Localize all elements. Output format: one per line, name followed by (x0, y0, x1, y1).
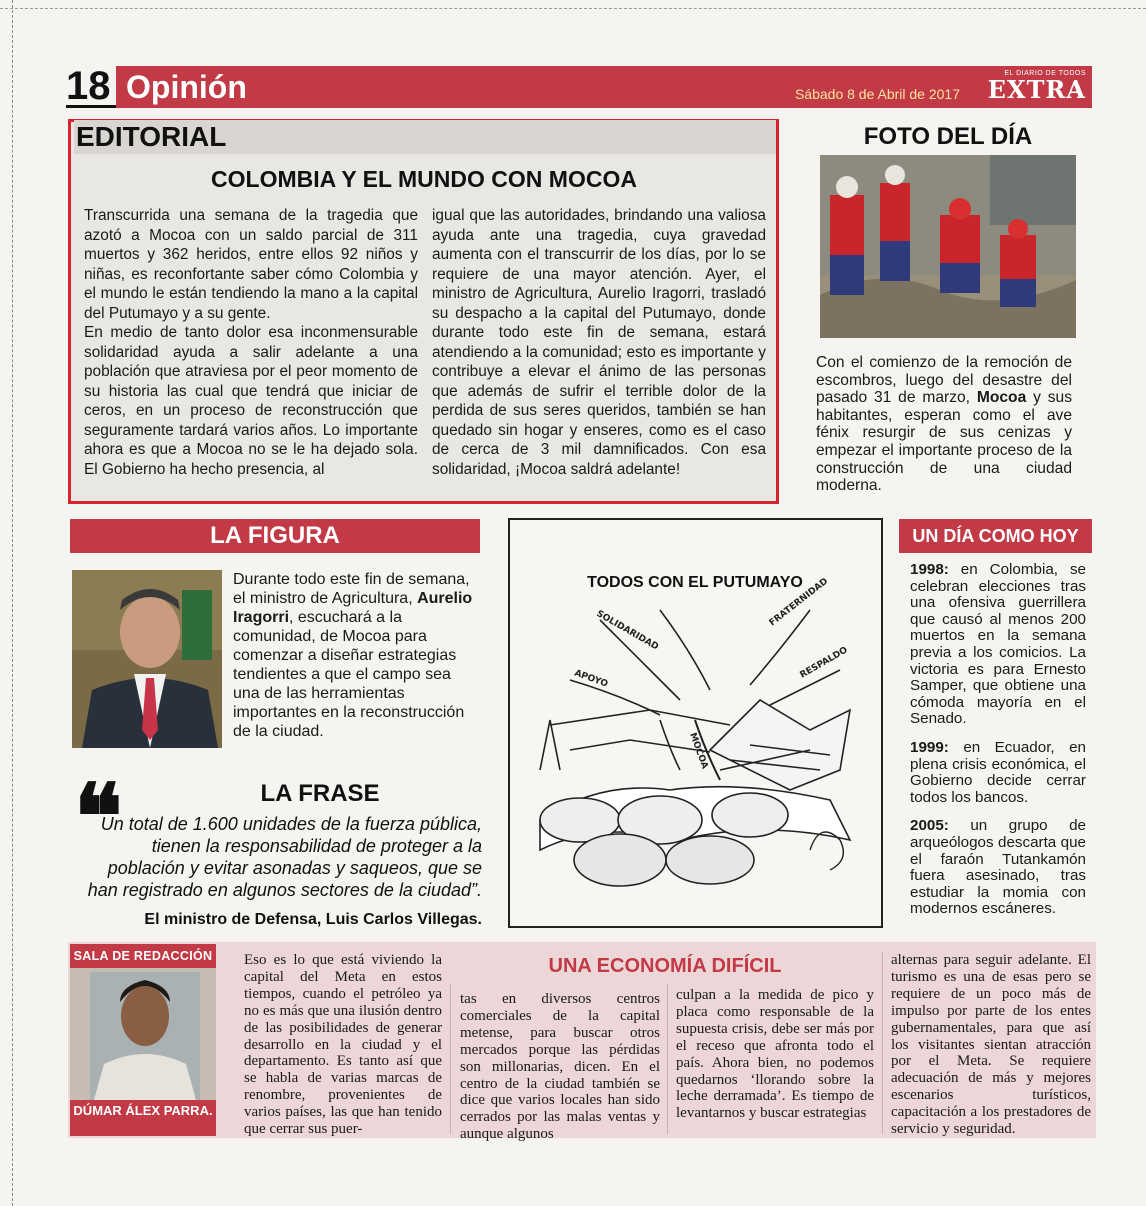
column-text-1: Eso es lo que está viviendo la capital del Meta en estos tiempos, cuando el petróleo ya no es más que una ilusión dentro de las posibilidades de generar desarrollo en la ciudad y el departamento. Es tanto así que se habla de varias marcas de renombre, provenientes de varios países, las que han tenido que cerrar sus puer- (244, 952, 442, 1138)
history-year: 1999: (910, 738, 949, 756)
editorial-column-2 (432, 206, 766, 479)
columnist-illustration (90, 972, 200, 1100)
figura-name: Aurelio Iragorri (233, 590, 473, 626)
la-frase-title: LA FRASE (260, 780, 380, 807)
quote-text: Un total de 1.600 unidades de la fuerza pública, tienen la responsabilidad de proteger a la población y evitar asonadas y saqueos, que se han registrado en algunos sectores de la ciudad”. (87, 814, 482, 900)
column-headline: UNA ECONOMÍA DIFÍCIL (548, 955, 782, 977)
caption-bold: Mocoa (976, 389, 1027, 407)
column-divider (667, 984, 668, 1134)
column-text-4: alternas para seguir adelante. El turismo es una de esas pero se requiere de un poco más de impulso por parte de los entes gubernamentales, para que así los visitantes sientan atracción por el Meta. Se requiere adecuación de más y mejores escenarios turísticos, capacitación a los prestadores de servicio y seguridad. (891, 952, 1091, 1138)
portrait-illustration (72, 570, 222, 748)
history-text: un grupo de arqueólogos descarta que el faraón Tutankamón fuera asesinado, tras estudiar la momia con modernos escáneres. (910, 817, 1086, 918)
column-text-2: tas en diversos centros comerciales de la capital metense, para buscar otros mercados porque las pérdidas son millonarias, dicen. En el centro de la ciudad también se dice que varios locales han sido cerrados por las malas ventas y aunque algunos (460, 991, 660, 1143)
history-text: en Colombia, se celebran elecciones tras una ofensiva guerrillera que causó al menos 200 muertos en la semana previa a los comicios. La victoria es para Ernesto Samper, que obtiene una cómoda mayoría en el Senado. (910, 561, 1086, 728)
column-divider (882, 952, 883, 1134)
editorial-column-1 (84, 206, 418, 479)
column-divider (450, 984, 451, 1134)
history-entries (910, 562, 1086, 930)
caption-text: Con el comienzo de la remoción de escombros, luego del desastre del pasado 31 de marzo, (816, 354, 1072, 407)
history-year: 2005: (910, 817, 949, 835)
cartoon-label: RESPALDO (798, 645, 850, 681)
columnist-name: DÚMAR ÁLEX PARRA. (70, 1100, 216, 1136)
brand-name: EXTRA (987, 75, 1086, 104)
figura-text: , escuchará a la comunidad, de Mocoa para comenzar a diseñar estrategias tendientes a que el campo sea una de las herramientas importantes en la reconstrucción de la ciudad. (233, 609, 465, 740)
minister-portrait (72, 570, 222, 748)
cartoon-label: SOLIDARIDAD (594, 608, 660, 653)
brand-logo (964, 70, 1086, 103)
cartoonist-signature (810, 832, 843, 870)
cartoon-title: TODOS CON EL PUTUMAYO (587, 574, 803, 591)
editorial-paragraph: Transcurrida una semana de la tragedia que azotó a Mocoa con un saldo parcial de 311 muertos y 362 heridos, entre ellos 92 niños y niñas, es reconfortante saber cómo Colombia y el mundo le están tendiendo la mano a la capital del Putumayo y a su gente. (84, 207, 418, 322)
page-left-edge (12, 0, 14, 1206)
editorial-paragraph: igual que las autoridades, brindando una valiosa ayuda ante una tragedia, cuya gravedad aumenta con el transcurrir de los días, por lo se requiere de una mayor atención. Ayer, el ministro de Agricultura, Aurelio Iragorri, trasladó su despacho a la capital del Putumayo, donde durante todo este fin de semana, estará atendiendo a la comunidad; esto es importante y contribuye a elevar el ánimo de las personas que además de sufrir el terrible dolor de la perdida de sus seres queridos, también se han quedado sin hogar y enseres, como es el caso de cerca de 3 mil damnificados. Con esa solidaridad, ¡Mocoa saldrá adelante! (432, 207, 766, 478)
la-figura-title: LA FIGURA (210, 522, 340, 549)
history-entry (910, 818, 1086, 918)
quote-author: El ministro de Defensa, Luis Carlos Villegas. (144, 911, 482, 928)
cartoon-label: FRATERNIDAD (767, 576, 831, 629)
rescue-workers-photo (820, 155, 1076, 338)
photo-caption (816, 354, 1072, 495)
history-text: en Ecuador, en plena crisis económica, el Gobierno decide cerrar todos los bancos. (910, 738, 1086, 806)
columnist-portrait (90, 972, 200, 1100)
la-figura-text (233, 570, 479, 741)
editorial-headline: COLOMBIA Y EL MUNDO CON MOCOA (211, 166, 637, 192)
editorial-label: EDITORIAL (74, 120, 776, 154)
un-dia-como-hoy-title: UN DÍA COMO HOY (912, 526, 1079, 546)
section-title: Opinión (126, 69, 247, 105)
history-entry (910, 562, 1086, 728)
column-text-3: culpan a la medida de pico y placa como responsable de la supuesta crisis, debe ser más por el receso que afronta todo el país. Ahora bien, no podemos quedarnos ‘llorando sobre la leche derramada’. Es tiempo de levantarnos y buscar estrategias (676, 987, 874, 1122)
figura-text: Durante todo este fin de semana, el ministro de Agricultura, (233, 571, 470, 607)
rescue-scene-illustration (820, 155, 1076, 338)
quote-mark-icon: ❝ (74, 764, 123, 870)
sala-de-redaccion-tag: SALA DE REDACCIÓN (70, 944, 216, 968)
torn-top-edge (0, 0, 1146, 9)
history-year: 1998: (910, 561, 949, 578)
caption-text: y sus habitantes, esperan como el ave fénix resurgir de sus cenizas y empezar el importante proceso de la construcción de una ciudad moderna. (816, 389, 1072, 495)
editorial-paragraph: En medio de tanto dolor esa inconmensurable solidaridad ayuda a salir adelante a una población que atraviesa por el peor momento de su historia las cual que tendrá que iniciar de ceros, en un proceso de reconstrucción que seguramente tardará varios años. Lo importante ahora es que a Mocoa no se le ha dejado sola. El Gobierno ha hecho presencia, al (84, 324, 418, 478)
history-entry (910, 740, 1086, 806)
cartoon-label: MOCOA (687, 731, 710, 771)
page-number: 18 (66, 64, 116, 108)
cartoon-label: APOYO (572, 668, 610, 690)
issue-date: Sábado 8 de Abril de 2017 (794, 86, 960, 102)
brand-tagline: EL DIARIO DE TODOS (1004, 70, 1086, 77)
photo-of-day-title: FOTO DEL DÍA (863, 123, 1033, 150)
